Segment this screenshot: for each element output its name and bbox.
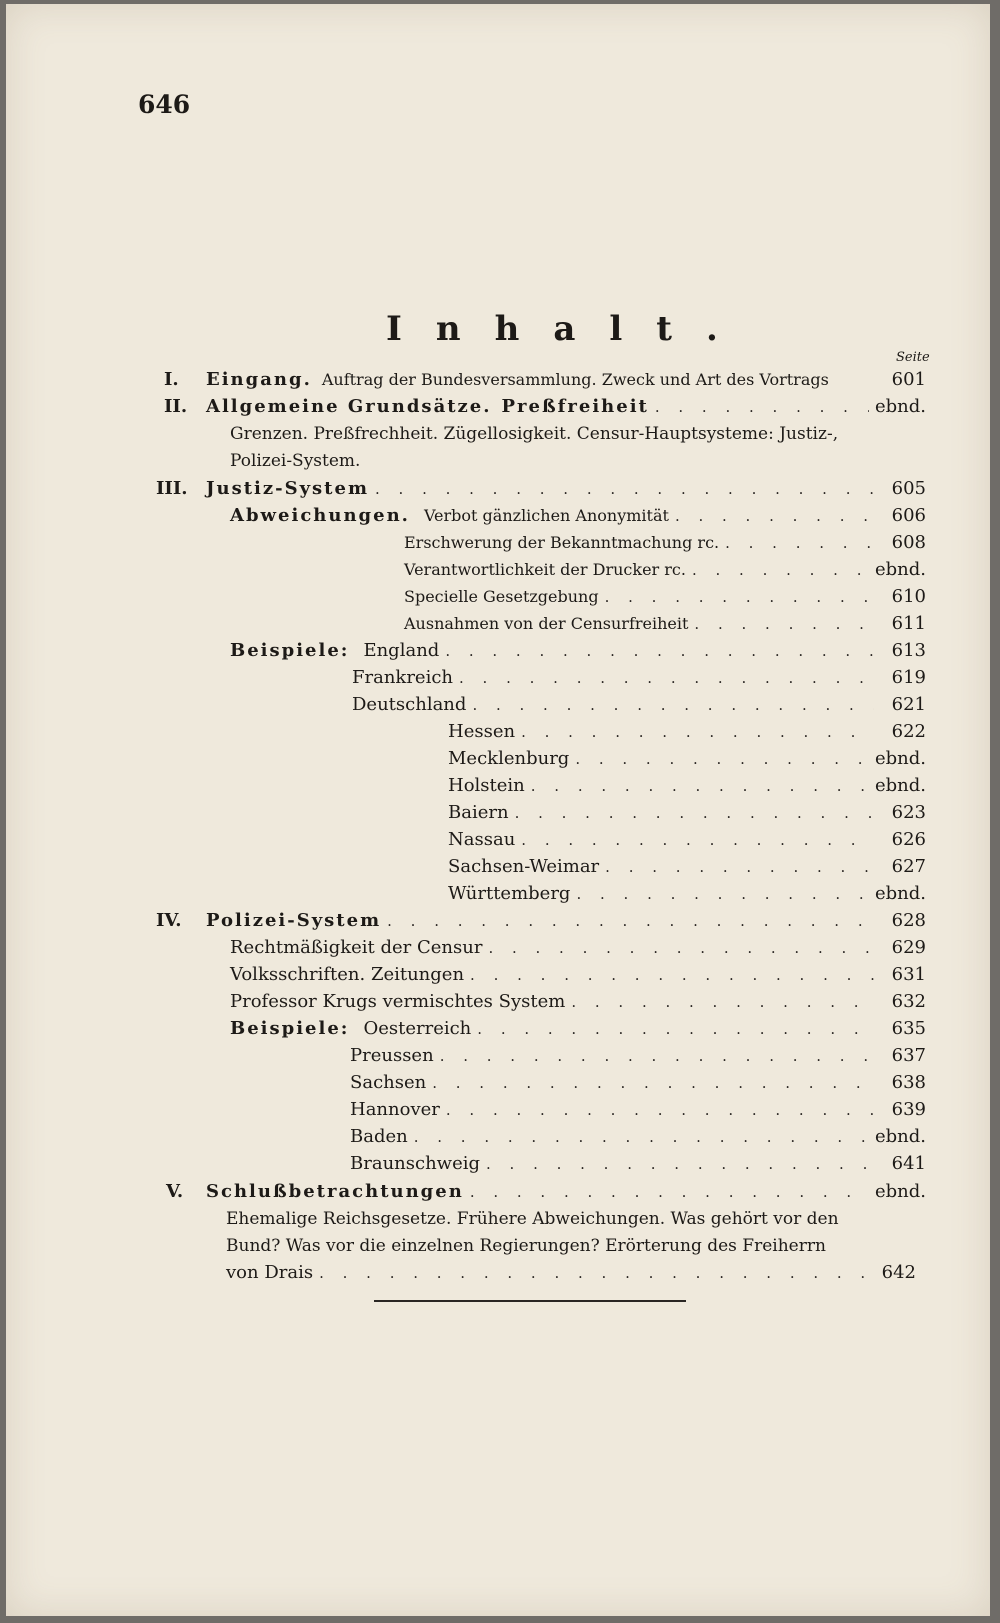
roman-numeral-i: I. [164,369,179,390]
leader-dots [445,638,874,664]
entry-text: England [363,640,440,661]
toc-entry[interactable] [230,935,926,961]
leader-dots [414,1124,869,1150]
page-ref: 608 [891,532,926,553]
entry-text: Baiern [448,802,509,823]
entry-text: Ehemalige Reichsgesetze. Frühere Abweichungen. Was gehört vor den [226,1209,839,1229]
entry-text: Preussen [350,1045,434,1066]
page-ref: 635 [891,1018,926,1039]
entry-text: Hessen [448,721,516,742]
page-ref: 623 [891,802,926,823]
leader-dots [319,1260,864,1286]
roman-numeral-iii: III. [156,478,188,499]
page-ref: 627 [891,856,926,877]
toc-entry[interactable] [350,1070,926,1096]
toc-entry[interactable] [448,773,926,799]
toc-entry[interactable] [230,962,926,988]
page-ref: 628 [891,910,926,931]
toc-entry[interactable] [448,719,926,745]
roman-numeral-v: V. [166,1181,184,1202]
toc-entry[interactable] [352,665,926,691]
entry-text: Erschwerung der Bekanntmachung rc. [404,533,720,552]
entry-text: Sachsen [350,1072,427,1093]
page-ref: ebnd. [874,883,926,904]
page-ref: 622 [891,721,926,742]
page-title: Inhalt. [386,309,752,349]
leader-dots [576,881,869,907]
entry-text: Bund? Was vor die einzelnen Regierungen? Erörterung des Freiherrn [226,1236,826,1256]
subsection-label: Abweichungen. [230,505,410,526]
page-ref: 621 [891,694,926,715]
entry-text: Holstein [448,775,525,796]
section-heading: Eingang. [206,369,312,390]
page-ref: 601 [891,369,926,390]
toc-entry[interactable] [230,1016,926,1042]
leader-dots [432,1070,874,1096]
leader-dots [440,1043,874,1069]
toc-continuation [226,1206,886,1232]
toc-entry[interactable] [404,557,926,583]
leader-dots [470,1179,869,1205]
page-ref: 631 [891,964,926,985]
page-ref: 606 [891,505,926,526]
toc-continuation [230,421,880,447]
page-ref: 641 [891,1153,926,1174]
leader-dots [446,1097,874,1123]
page-ref: 610 [891,586,926,607]
toc-entry[interactable] [448,800,926,826]
leader-dots [655,394,869,420]
entry-text: Auftrag der Bundesversammlung. Zweck und Art des Vortrags [321,370,829,389]
page-ref: 619 [891,667,926,688]
toc-entry[interactable] [350,1151,926,1177]
leader-dots [692,557,869,583]
entry-text: Braunschweig [350,1153,480,1174]
toc-entry[interactable] [352,692,926,718]
toc-entry[interactable] [350,1124,926,1150]
section-heading: Schlußbetrachtungen [206,1181,464,1202]
subsection-label: Beispiele: [230,1018,350,1039]
entry-text: Polizei-System. [230,451,361,471]
entry-text: Nassau [448,829,516,850]
toc-entry[interactable] [206,908,926,934]
leader-dots [459,665,874,691]
entry-text: Hannover [350,1099,440,1120]
entry-text: Deutschland [352,694,467,715]
section-heading: Polizei-System [206,910,382,931]
entry-text: Oesterreich [363,1018,472,1039]
page-ref: ebnd. [874,1181,926,1202]
toc-entry[interactable] [206,476,926,502]
leader-dots [375,476,874,502]
page-ref: 611 [891,613,926,634]
entry-text: Specielle Gesetzgebung [404,587,599,606]
toc-entry[interactable] [404,584,926,610]
leader-dots [605,584,874,610]
entry-text: Verbot gänzlichen Anonymität [423,506,669,525]
entry-text: Baden [350,1126,408,1147]
toc-entry[interactable] [206,367,926,393]
toc-entry[interactable] [230,638,926,664]
page-ref: ebnd. [874,559,926,580]
leader-dots [515,800,874,826]
entry-text: Rechtmäßigkeit der Censur [230,937,483,958]
page-ref: 626 [891,829,926,850]
leader-dots [531,773,869,799]
leader-dots [694,611,874,637]
page-ref: ebnd. [874,748,926,769]
leader-dots [605,854,874,880]
leader-dots [675,503,874,529]
subsection-label: Beispiele: [230,640,350,661]
leader-dots [486,1151,874,1177]
entry-text: Ausnahmen von der Censurfreiheit [404,614,689,633]
leader-dots [725,530,874,556]
leader-dots [472,692,874,718]
toc-entry[interactable] [448,854,926,880]
entry-text: Volksschriften. Zeitungen [230,964,465,985]
leader-dots [571,989,874,1015]
page-ref: 629 [891,937,926,958]
toc-entry[interactable] [206,1179,926,1205]
page-ref: 637 [891,1045,926,1066]
closing-rule [374,1300,686,1302]
leader-dots [521,719,874,745]
toc-entry[interactable] [448,746,926,772]
section-heading: Justiz-System [206,478,369,499]
page-ref: 642 [881,1262,916,1283]
toc-entry[interactable] [448,827,926,853]
roman-numeral-ii: II. [164,396,188,417]
leader-dots [575,746,869,772]
entry-text: Mecklenburg [448,748,570,769]
page-ref: 638 [891,1072,926,1093]
page-sheet [6,4,990,1616]
entry-text: Grenzen. Preßfrechheit. Zügellosigkeit. Censur-Hauptsysteme: Justiz-, [230,424,839,444]
section-heading: Allgemeine Grundsätze. [206,396,492,417]
leader-dots [477,1016,874,1042]
seite-column-label: Seite [896,350,930,365]
toc-entry[interactable] [206,394,926,420]
toc-entry[interactable] [404,611,926,637]
page-ref: 632 [891,991,926,1012]
entry-text: Frankreich [352,667,454,688]
toc-entry[interactable] [350,1043,926,1069]
roman-numeral-iv: IV. [156,910,182,931]
entry-text: Preßfreiheit [501,396,649,417]
toc-entry[interactable] [404,530,926,556]
toc-entry[interactable] [350,1097,926,1123]
entry-text: Professor Krugs vermischtes System [230,991,566,1012]
page-ref: ebnd. [874,1126,926,1147]
entry-text: Württemberg [448,883,571,904]
toc-entry[interactable] [226,1260,916,1286]
toc-continuation [226,1233,886,1259]
page-number: 646 [138,90,191,119]
page-ref: 605 [891,478,926,499]
page-ref: ebnd. [874,775,926,796]
toc-entry[interactable] [230,989,926,1015]
leader-dots [387,908,874,934]
leader-dots [521,827,874,853]
toc-entry[interactable] [448,881,926,907]
page-ref: 613 [891,640,926,661]
page-ref: ebnd. [874,396,926,417]
entry-text: Sachsen-Weimar [448,856,600,877]
leader-dots [470,962,874,988]
entry-text: von Drais [226,1262,314,1283]
entry-text: Verantwortlichkeit der Drucker rc. [404,560,686,579]
page-ref: 639 [891,1099,926,1120]
toc-continuation [230,448,880,474]
toc-entry[interactable] [230,503,926,529]
leader-dots [488,935,874,961]
